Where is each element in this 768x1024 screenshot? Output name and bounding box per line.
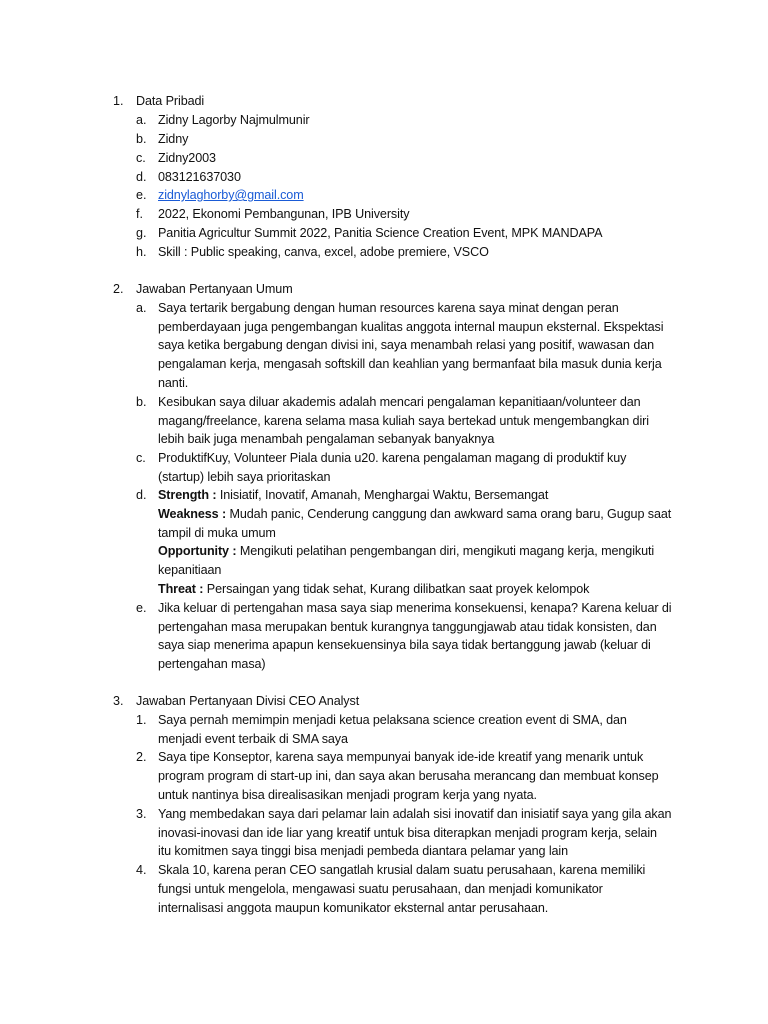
list-item-line: pertengahan masa): [158, 657, 266, 671]
list-item-line: Skala 10, karena peran CEO sangatlah krusial dalam suatu perusahaan, karena memiliki: [158, 863, 646, 877]
list-marker: b.: [136, 395, 147, 409]
swot-opportunity: [158, 542, 654, 561]
swot-weakness: [158, 505, 671, 524]
weakness-label: Weakness :: [158, 507, 227, 521]
list-marker: c.: [136, 151, 146, 165]
list-marker: b.: [136, 132, 147, 146]
section-title: Jawaban Pertanyaan Divisi CEO Analyst: [136, 694, 360, 708]
swot-threat: [158, 580, 589, 599]
list-marker: f.: [136, 207, 143, 221]
list-marker: 3.: [136, 807, 147, 821]
list-marker: 1.: [136, 713, 147, 727]
list-marker: a.: [136, 113, 147, 127]
swot-strength: [158, 486, 548, 505]
list-item: Zidny: [158, 132, 189, 146]
section-number: 1.: [113, 94, 124, 108]
opportunity-text-cont: kepanitiaan: [158, 563, 222, 577]
list-item: 2022, Ekonomi Pembangunan, IPB University: [158, 207, 410, 221]
list-item-line: program program di start-up ini, dan saya akan berusaha merancang dan membuat konsep: [158, 769, 659, 783]
list-item-line: lebih baik juga menambah pengalaman sebanyak banyaknya: [158, 432, 495, 446]
list-item-line: Saya tertarik bergabung dengan human resources karena saya minat dengan peran: [158, 301, 619, 315]
list-item: Panitia Agricultur Summit 2022, Panitia Science Creation Event, MPK MANDAPA: [158, 226, 603, 240]
list-marker: e.: [136, 601, 147, 615]
opportunity-label: Opportunity :: [158, 544, 237, 558]
list-item-line: inovasi-inovasi dan ide liar yang kreatif untuk bisa diterapkan menjadi program kerja, selain: [158, 826, 657, 840]
list-item-line: fungsi untuk mengelola, mengawasi suatu perusahaan, dan menjadi komunikator: [158, 882, 603, 896]
list-marker: e.: [136, 188, 147, 202]
list-marker: a.: [136, 301, 147, 315]
list-marker: c.: [136, 451, 146, 465]
list-item: Zidny2003: [158, 151, 216, 165]
email-link[interactable]: zidnylaghorby@gmail.com: [158, 188, 304, 202]
weakness-text-cont: tampil di muka umum: [158, 526, 276, 540]
threat-label: Threat :: [158, 582, 204, 596]
list-item-line: Saya pernah memimpin menjadi ketua pelaksana science creation event di SMA, dan: [158, 713, 627, 727]
section-number: 2.: [113, 282, 124, 296]
list-marker: 2.: [136, 750, 147, 764]
strength-text: Inisiatif, Inovatif, Amanah, Menghargai Waktu, Bersemangat: [219, 488, 549, 502]
list-item-line: saya ketika bergabung dengan divisi ini, saya menambah relasi yang positif, wawasan dan: [158, 338, 655, 352]
list-item-line: Kesibukan saya diluar akademis adalah mencari pengalaman kepanitiaan/volunteer dan: [158, 395, 641, 409]
list-marker: g.: [136, 226, 147, 240]
list-item-line: internalisasi anggota maupun komunikator eksternal antar perusahaan.: [158, 901, 549, 915]
list-item-line: menjadi event terbaik di SMA saya: [158, 732, 348, 746]
weakness-text: Mudah panic, Cenderung canggung dan awkward sama orang baru, Gugup saat: [229, 507, 672, 521]
list-item-line: itu komitmen saya tinggi bisa menjadi pembeda diantara pelamar yang lain: [158, 844, 569, 858]
list-marker: d.: [136, 170, 147, 184]
list-item-line: saya siap menerima apapun kensekuensinya bila saya tidak bertanggung jawab (keluar di: [158, 638, 651, 652]
list-item-line: magang/freelance, karena selama masa kuliah saya bertekad untuk mengembangkan diri: [158, 414, 649, 428]
list-item-line: Jika keluar di pertengahan masa saya siap menerima konsekuensi, kenapa? Karena keluar di: [158, 601, 672, 615]
section-title: Data Pribadi: [136, 94, 205, 108]
section-number: 3.: [113, 694, 124, 708]
list-marker: h.: [136, 245, 147, 259]
opportunity-text: Mengikuti pelatihan pengembangan diri, mengikuti magang kerja, mengikuti: [239, 544, 655, 558]
list-item-line: (startup) lebih saya prioritaskan: [158, 470, 331, 484]
list-item-line: Saya tipe Konseptor, karena saya mempunyai banyak ide-ide kreatif yang menarik untuk: [158, 750, 644, 764]
threat-text: Persaingan yang tidak sehat, Kurang dilibatkan saat proyek kelompok: [206, 582, 590, 596]
list-item-line: pertengahan masa merupakan bentuk kurangnya tanggungjawab atau tidak konsisten, dan: [158, 620, 657, 634]
list-marker: d.: [136, 488, 147, 502]
list-item: 083121637030: [158, 170, 241, 184]
list-item: Skill : Public speaking, canva, excel, adobe premiere, VSCO: [158, 245, 489, 259]
list-marker: 4.: [136, 863, 147, 877]
section-title: Jawaban Pertanyaan Umum: [136, 282, 293, 296]
strength-label: Strength :: [158, 488, 217, 502]
list-item-line: ProduktifKuy, Volunteer Piala dunia u20. karena pengalaman magang di produktif kuy: [158, 451, 627, 465]
list-item-line: pengalaman kerja, mengasah softskill dan keahlian yang bermanfaat bila masuk dunia kerja: [158, 357, 662, 371]
list-item: Zidny Lagorby Najmulmunir: [158, 113, 310, 127]
list-item-line: nanti.: [158, 376, 189, 390]
list-item-line: Yang membedakan saya dari pelamar lain adalah sisi inovatif dan inisiatif saya yang gila akan: [158, 807, 672, 821]
list-item-line: pemberdayaan juga pengembangan kualitas anggota internal maupun eksternal. Ekspektasi: [158, 320, 664, 334]
list-item-line: untuk nantinya bisa direalisasikan menjadi program kerja yang nyata.: [158, 788, 537, 802]
